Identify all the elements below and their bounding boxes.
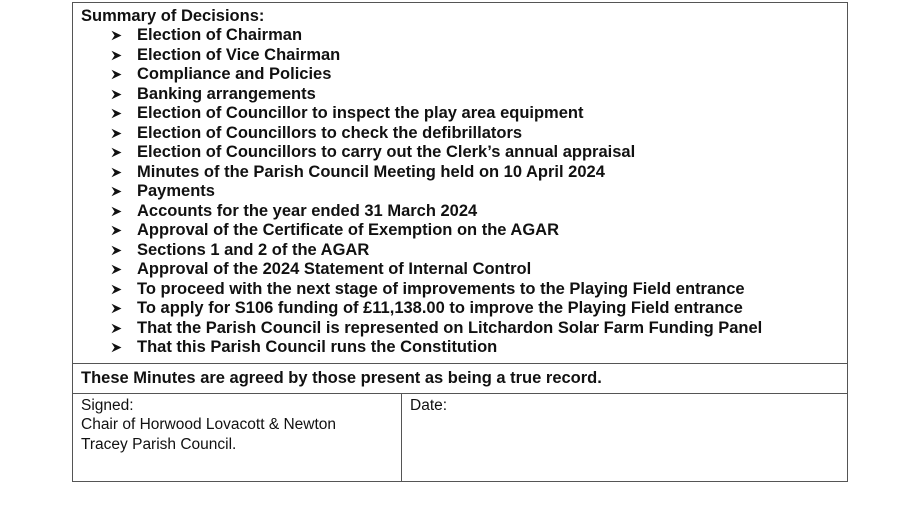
arrowhead-bullet-icon [109, 26, 123, 46]
arrowhead-bullet-icon [109, 241, 123, 261]
signatory-line-2: Tracey Parish Council. [81, 436, 237, 453]
decision-text: Sections 1 and 2 of the AGAR [137, 240, 370, 259]
decision-text: Minutes of the Parish Council Meeting held on 10 April 2024 [137, 162, 605, 181]
decision-text: Election of Vice Chairman [137, 45, 341, 64]
minutes-summary-table [72, 2, 848, 482]
arrowhead-bullet-icon [109, 46, 123, 66]
summary-title: Summary of Decisions: [81, 7, 265, 25]
decision-text: Compliance and Policies [137, 65, 332, 83]
signed-label: Signed: [81, 397, 134, 414]
summary-of-decisions-section [73, 3, 847, 364]
arrowhead-bullet-icon [109, 260, 123, 280]
arrowhead-bullet-icon [109, 280, 123, 300]
agreement-statement: These Minutes are agreed by those present as being a true record. [81, 369, 602, 387]
date-label: Date: [410, 397, 448, 414]
arrowhead-bullet-icon [109, 163, 123, 183]
signature-row [73, 394, 847, 481]
arrowhead-bullet-icon [109, 338, 123, 358]
arrowhead-bullet-icon [109, 299, 123, 319]
date-cell [402, 394, 847, 481]
decision-text: Election of Councillors to check the defibrillators [137, 123, 523, 142]
decision-text: Election of Chairman [137, 26, 303, 44]
decision-text: Accounts for the year ended 31 March 2024 [137, 201, 478, 220]
arrowhead-bullet-icon [109, 143, 123, 163]
decision-text: To apply for S106 funding of £11,138.00 to improve the Playing Field entrance [137, 299, 743, 317]
decision-text: Approval of the Certificate of Exemption on the AGAR [137, 221, 559, 239]
signatory-line-1: Chair of Horwood Lovacott & Newton [81, 416, 337, 433]
agreement-row [73, 364, 847, 394]
decision-text: That the Parish Council is represented on Litchardon Solar Farm Funding Panel [137, 318, 763, 337]
decision-text: Approval of the 2024 Statement of Internal Control [137, 260, 532, 278]
arrowhead-bullet-icon [109, 104, 123, 124]
arrowhead-bullet-icon [109, 202, 123, 222]
arrowhead-bullet-icon [109, 182, 123, 202]
arrowhead-bullet-icon [109, 124, 123, 144]
decision-text: Election of Councillors to carry out the Clerk’s annual appraisal [137, 143, 636, 161]
arrowhead-bullet-icon [109, 65, 123, 85]
decision-text: Election of Councillor to inspect the play area equipment [137, 104, 584, 122]
arrowhead-bullet-icon [109, 221, 123, 241]
signed-cell [73, 394, 402, 481]
decision-text: That this Parish Council runs the Constitution [137, 338, 498, 356]
arrowhead-bullet-icon [109, 319, 123, 339]
decision-text: Payments [137, 182, 215, 200]
decision-text: Banking arrangements [137, 84, 316, 103]
decision-text: To proceed with the next stage of improvements to the Playing Field entrance [137, 279, 745, 298]
arrowhead-bullet-icon [109, 85, 123, 105]
